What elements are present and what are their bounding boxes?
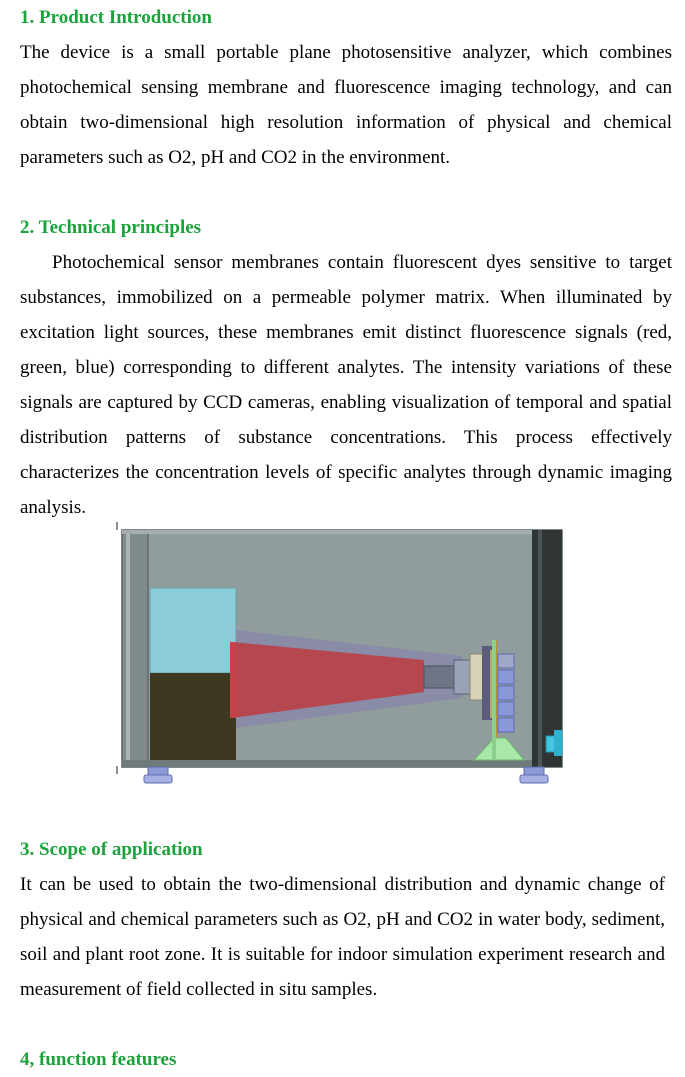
scope-of-application-text: It can be used to obtain the two-dimensional distribution and dynamic change of physical and chemical parameters such as O2, pH and CO2 in water body, sediment, soil and plant root zone. It is suitable for indoor simulation experiment research and measurement of field collected in situ samples. — [20, 874, 665, 1000]
product-introduction-text: The device is a small portable plane photosensitive analyzer, which combines photochemical sensing membrane and fluorescence imaging technology, and can obtain two-dimensional high resolution information of physical and chemical parameters such as O2, pH and CO2 in the environment. — [20, 42, 672, 168]
ccd-camera — [470, 654, 484, 700]
sensor-module — [498, 670, 514, 684]
left-foot — [148, 767, 168, 775]
technical-principles-body: Photochemical sensor membranes contain fluorescent dyes sensitive to target substances, immobilized on a permeable polymer matrix. When illuminated by excitation light sources, these membranes emit distinct fluorescence signals (red, green, blue) corresponding to different analytes. The intensity variations of these signals are captured by CCD cameras, enabling visualization of temporal and spatial distribution patterns of substance concentrations. This process effectively characterizes the concentration levels of specific analytes through dynamic imaging analysis. — [20, 252, 672, 518]
section-heading-scope-of-application: 3. Scope of application — [20, 839, 203, 860]
section-heading-product-introduction: 1. Product Introduction — [20, 7, 212, 28]
light-source-lower-block — [150, 673, 236, 760]
light-source-upper-block — [150, 588, 236, 673]
right-foot — [524, 767, 544, 775]
device-cross-section-illustration — [114, 520, 572, 795]
section-heading-technical-principles: 2. Technical principles — [20, 217, 202, 238]
section-heading-function-features: 4, function features — [20, 1049, 177, 1070]
housing-left-wall — [122, 530, 148, 767]
technical-principles-text — [20, 245, 672, 525]
